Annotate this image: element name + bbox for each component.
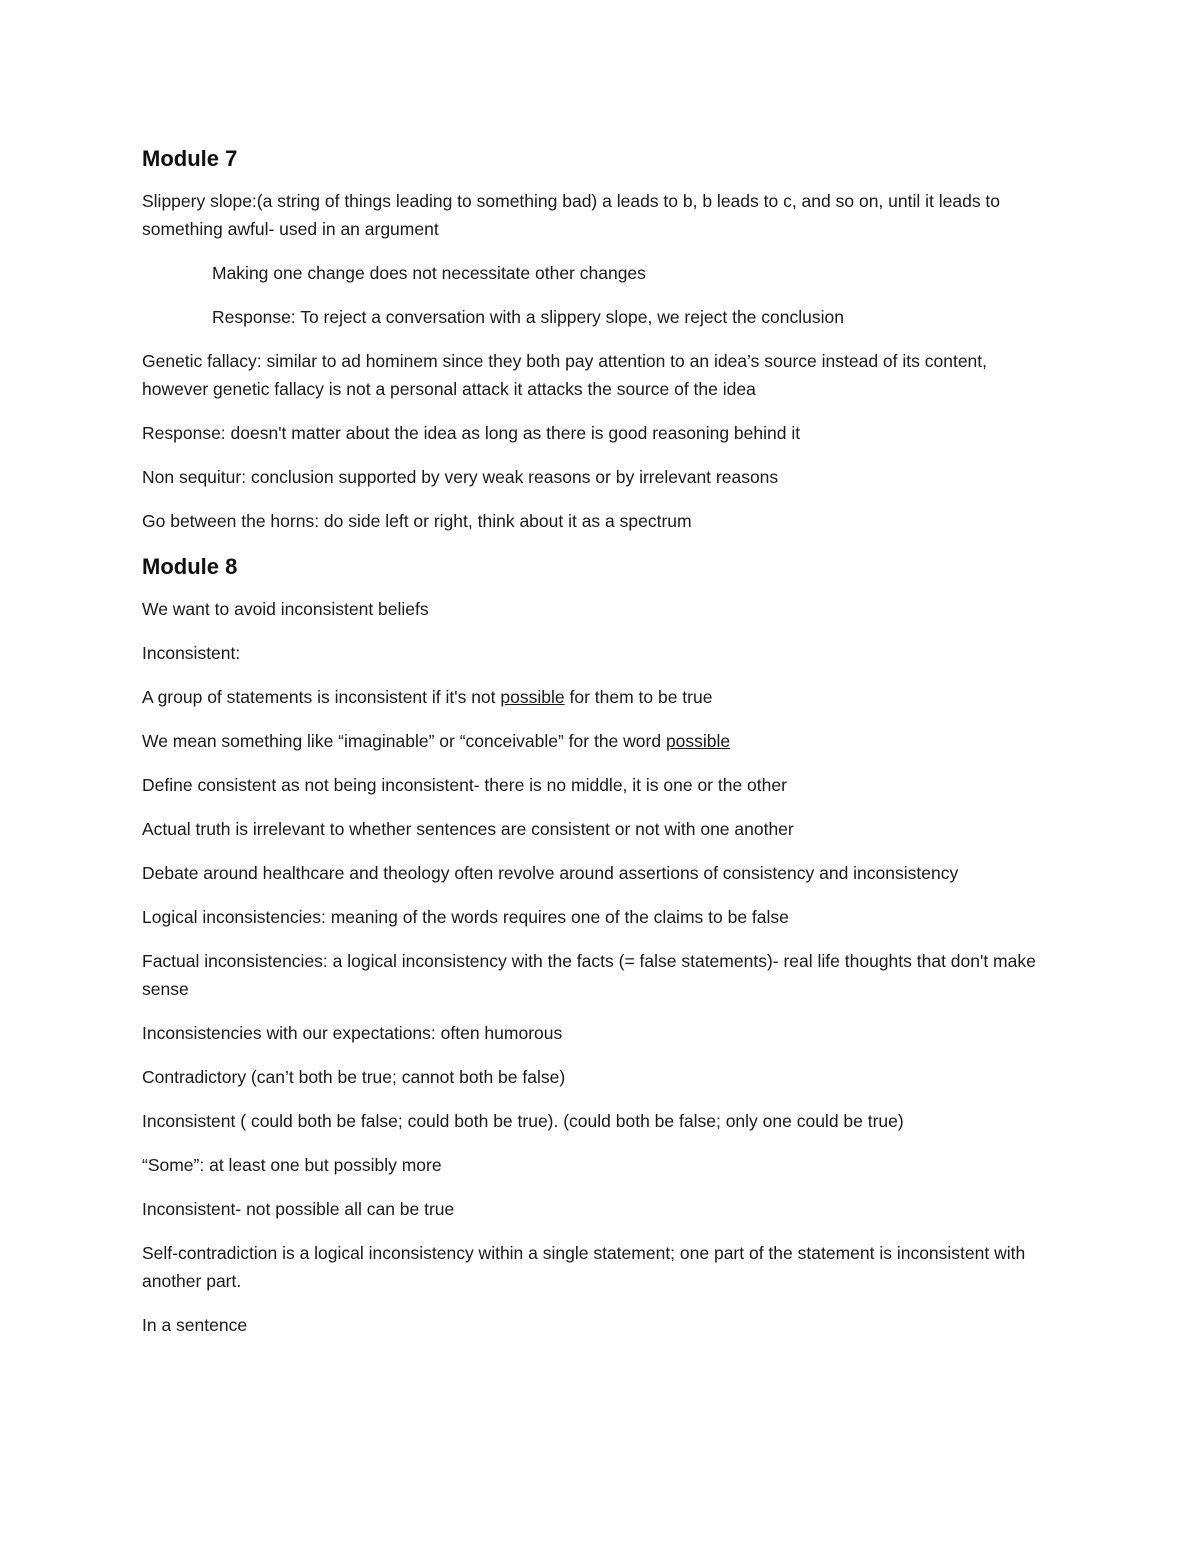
module-8-heading: Module 8 xyxy=(142,554,238,579)
expectations-paragraph: Inconsistencies with our expectations: often humorous xyxy=(142,1023,563,1043)
making-one-change-paragraph: Making one change does not necessitate other changes xyxy=(212,263,646,283)
define-consistent-paragraph: Define consistent as not being inconsistent- there is no middle, it is one or the other xyxy=(142,775,787,795)
inconsistent-label-paragraph: Inconsistent: xyxy=(142,643,241,663)
inconsistent-pair-paragraph: Inconsistent ( could both be false; could both be true). (could both be false; only one could be true) xyxy=(142,1111,904,1131)
document-page xyxy=(142,143,1052,1355)
slippery-slope-paragraph: Slippery slope:(a string of things leading to something bad) a leads to b, b leads to c, and so on, until it leads to something awful- used in an argument xyxy=(142,191,1001,239)
debate-paragraph: Debate around healthcare and theology often revolve around assertions of consistency and inconsistency xyxy=(142,863,959,883)
some-definition-paragraph: “Some”: at least one but possibly more xyxy=(142,1155,442,1175)
go-between-horns-paragraph: Go between the horns: do side left or right, think about it as a spectrum xyxy=(142,511,692,531)
module-7-heading: Module 7 xyxy=(142,146,238,171)
possible-underlined-word: possible xyxy=(665,731,731,751)
slippery-slope-response-paragraph: Response: To reject a conversation with a slippery slope, we reject the conclusion xyxy=(212,307,844,327)
self-contradiction-paragraph: Self-contradiction is a logical inconsistency within a single statement; one part of the statement is inconsistent with another part. xyxy=(142,1243,1026,1291)
possible-meaning-text-before: We mean something like “imaginable” or “conceivable” for the word xyxy=(142,731,666,751)
in-a-sentence-paragraph: In a sentence xyxy=(142,1315,248,1335)
actual-truth-paragraph: Actual truth is irrelevant to whether sentences are consistent or not with one another xyxy=(142,819,794,839)
avoid-inconsistent-paragraph: We want to avoid inconsistent beliefs xyxy=(142,599,429,619)
contradictory-paragraph: Contradictory (can’t both be true; cannot both be false) xyxy=(142,1067,566,1087)
genetic-fallacy-paragraph: Genetic fallacy: similar to ad hominem since they both pay attention to an idea’s source instead of its content, however genetic fallacy is not a personal attack it attacks the source of the idea xyxy=(142,351,988,399)
genetic-fallacy-response-paragraph: Response: doesn't matter about the idea as long as there is good reasoning behind it xyxy=(142,423,801,443)
possible-meaning-paragraph xyxy=(142,727,1052,755)
non-sequitur-paragraph: Non sequitur: conclusion supported by very weak reasons or by irrelevant reasons xyxy=(142,467,779,487)
group-statements-text-after: for them to be true xyxy=(564,687,713,707)
factual-inconsistencies-paragraph: Factual inconsistencies: a logical inconsistency with the facts (= false statements)- real life thoughts that don't make sense xyxy=(142,951,1036,999)
not-possible-paragraph: Inconsistent- not possible all can be true xyxy=(142,1199,455,1219)
group-statements-paragraph xyxy=(142,683,1052,711)
possible-underlined-text: possible xyxy=(500,687,565,707)
logical-inconsistencies-paragraph: Logical inconsistencies: meaning of the words requires one of the claims to be false xyxy=(142,907,789,927)
group-statements-text-before: A group of statements is inconsistent if it's not xyxy=(142,687,501,707)
